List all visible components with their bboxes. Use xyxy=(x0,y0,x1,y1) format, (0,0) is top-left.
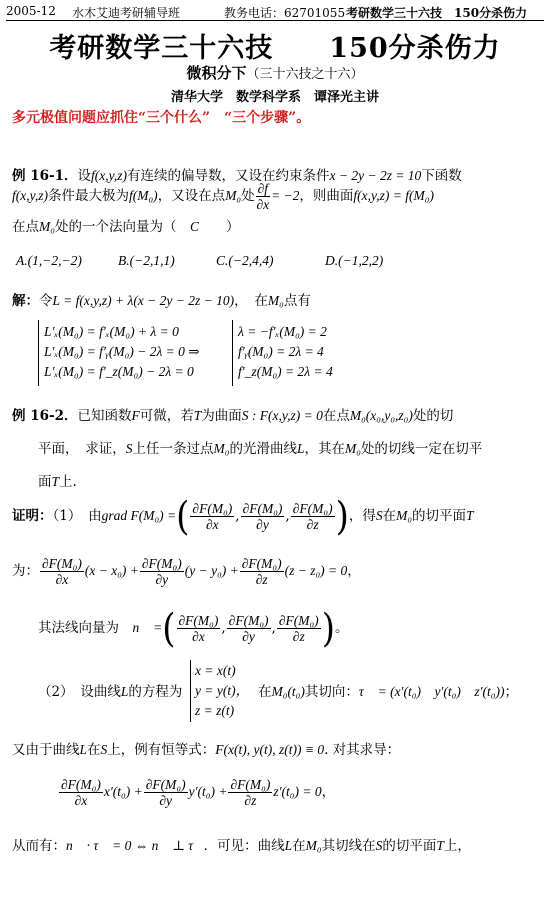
equation: y = y(t)， xyxy=(195,683,250,698)
header-date: 2005-12 xyxy=(6,4,56,18)
denominator: ∂z xyxy=(255,572,268,587)
frac-dFdy xyxy=(144,777,188,808)
text: ） xyxy=(225,219,240,235)
math: M₀ xyxy=(344,441,361,456)
text: 上任一条过点 xyxy=(132,441,214,457)
math: x′(t₀) + xyxy=(103,784,143,799)
paren-open: ( xyxy=(162,605,176,652)
paren-close: ) xyxy=(335,493,349,540)
math: M₀(x₀,y₀,z₀) xyxy=(349,408,413,423)
text: 在 xyxy=(87,742,101,758)
math: L xyxy=(296,441,305,456)
denominator: ∂x xyxy=(74,793,88,808)
answer-letter: C xyxy=(189,219,199,234)
math: f(M₀) xyxy=(129,188,158,203)
ex2-line2 xyxy=(38,437,482,457)
proof-label: 证明： xyxy=(12,508,53,524)
header-phone: 教务电话：62701055 xyxy=(224,6,346,20)
equation: L′ₓ(M₀) = f′_z(M₀) − 2λ = 0 xyxy=(44,364,194,379)
numerator: ∂F(M₀) xyxy=(292,501,333,516)
text: ， 在 xyxy=(234,293,268,309)
header-org: 水木艾迪考研辅导班 xyxy=(72,6,181,20)
text: 在 xyxy=(382,508,397,524)
math: = −2 xyxy=(271,188,300,203)
numerator: ∂F(M₀) xyxy=(178,613,219,628)
frac-dFdy xyxy=(140,556,184,587)
numerator: ∂F(M₀) xyxy=(192,501,233,516)
paren-close: ) xyxy=(321,605,335,652)
text: 从而有： xyxy=(12,838,66,854)
curve-system xyxy=(195,661,249,721)
denominator: ∂y xyxy=(256,517,269,532)
subtitle-paren: （三十六技之十六） xyxy=(246,67,364,82)
sol1-brace-right xyxy=(232,320,233,386)
math: M₀ xyxy=(225,188,242,203)
text: （1） 由 xyxy=(52,508,102,524)
frac-dFdy xyxy=(227,613,271,644)
sol1-system-right xyxy=(238,322,333,382)
text: ， xyxy=(321,784,336,800)
text: 下函数 xyxy=(421,168,462,184)
math: S xyxy=(100,742,108,757)
text: 为曲面 xyxy=(201,408,242,424)
paren-open: ( xyxy=(176,493,190,540)
proof-line6 xyxy=(58,770,335,814)
text: ， xyxy=(347,563,361,579)
text: 处的一个法向量为（ xyxy=(54,219,177,235)
curve-brace xyxy=(190,660,191,722)
math: M₀ xyxy=(396,508,413,523)
math: T xyxy=(51,474,60,489)
math: M₀ xyxy=(305,838,322,853)
text: 其切向： xyxy=(304,684,359,700)
math: T xyxy=(436,838,444,853)
math: L xyxy=(120,684,129,699)
denominator: ∂y xyxy=(155,572,169,587)
text: ； xyxy=(504,684,518,700)
text: 上， xyxy=(443,838,471,854)
math: S : F(x,y,z) = 0 xyxy=(241,408,323,423)
denominator: ∂z xyxy=(292,629,305,644)
author-line: 清华大学 数学科学系 谭泽光主讲 xyxy=(170,90,379,105)
text: . 对其求导： xyxy=(324,742,401,758)
numerator: ∂F(M₀) xyxy=(141,556,182,571)
text: 设 xyxy=(77,168,91,184)
header-rule xyxy=(6,20,544,21)
proof-line4-tangent xyxy=(258,680,518,700)
text: 处的切 xyxy=(412,408,454,424)
text: 其法线向量为 xyxy=(38,620,119,636)
math: n⃗ = xyxy=(132,620,163,635)
text: 上. xyxy=(59,474,77,490)
denominator: ∂x xyxy=(256,197,270,212)
text: ，则曲面 xyxy=(299,188,354,204)
math: (z − z₀) = 0 xyxy=(284,563,348,578)
equation: λ = −f′ₓ(M₀) = 2 xyxy=(238,324,327,339)
text: 处 xyxy=(241,188,255,204)
ex1-label: 例 16-1． xyxy=(12,168,78,184)
frac-dFdx xyxy=(40,556,84,587)
ex1-option-d: D.(−1,2,2) xyxy=(325,253,384,268)
math: S xyxy=(375,838,383,853)
numerator: ∂f xyxy=(257,181,269,196)
frac-dFdx xyxy=(59,777,103,808)
partial-f-x xyxy=(256,181,270,212)
page-header xyxy=(6,2,544,20)
math: x − 2y − 2z = 10 xyxy=(329,168,422,183)
frac-dFdz xyxy=(240,556,284,587)
math: F xyxy=(131,408,140,423)
frac-dFdx xyxy=(177,613,221,644)
denominator: ∂y xyxy=(159,793,172,808)
denominator: ∂x xyxy=(55,572,69,587)
math: n⃗ · τ⃗ = 0 ⇔ n⃗ ⊥ τ⃗ xyxy=(66,838,204,853)
text: 的光滑曲线 xyxy=(229,441,297,457)
numerator: ∂F(M₀) xyxy=(278,613,319,628)
math: S xyxy=(125,441,133,456)
math: F(x(t), y(t), z(t)) ≡ 0 xyxy=(215,742,325,757)
denominator: ∂z xyxy=(306,517,319,532)
equation: z = z(t) xyxy=(195,703,235,718)
math: grad F(M₀) = xyxy=(101,508,177,523)
math: M₀ xyxy=(39,219,55,234)
ex2-line1 xyxy=(12,404,453,424)
math: S xyxy=(375,508,383,523)
proof-line7 xyxy=(12,834,471,854)
proof-line5 xyxy=(12,738,400,758)
math: T xyxy=(466,508,474,523)
math: M₀(t₀) xyxy=(271,684,305,699)
text: 又由于曲线 xyxy=(12,742,80,758)
equation: x = x(t) xyxy=(195,663,236,678)
denominator: ∂x xyxy=(206,517,219,532)
math: L xyxy=(284,838,293,853)
header-series: 考研数学三十六技 150分杀伤力 xyxy=(346,6,528,20)
text: 。 xyxy=(334,620,349,636)
equation: f′_z(M₀) = 2λ = 4 xyxy=(238,364,333,379)
ex2-line3 xyxy=(38,470,77,490)
text: （2） 设曲线 xyxy=(38,684,121,700)
text: 处的切线一定在切平 xyxy=(360,441,483,457)
frac-dFdz xyxy=(277,613,321,644)
equation: L′ₓ(M₀) = f′ₓ(M₀) + λ = 0 xyxy=(44,324,179,339)
math: f(x,y,z) = f(M₀) xyxy=(353,188,434,203)
sol1-system-left xyxy=(44,322,200,382)
text: 点有 xyxy=(283,293,311,309)
math: f(x,y,z) xyxy=(90,168,127,183)
math: M₀ xyxy=(213,441,230,456)
text: ，其在 xyxy=(304,441,345,457)
text: 可微，若 xyxy=(139,408,194,424)
math: L = f(x,y,z) + λ(x − 2y − 2z − 10) xyxy=(52,293,235,308)
denominator: ∂x xyxy=(192,629,205,644)
math: T xyxy=(193,408,202,423)
frac-dFdz xyxy=(291,501,335,532)
ex1-option-b: B.(−2,1,1) xyxy=(118,253,175,268)
sol1-label: 解： xyxy=(12,293,39,309)
frac-dFdx xyxy=(190,501,234,532)
proof-line4 xyxy=(38,680,182,700)
text: 令 xyxy=(39,293,53,309)
text: 有连续的偏导数，又设在约束条件 xyxy=(126,168,330,184)
text: 的方程为 xyxy=(128,684,183,700)
text: 其切线在 xyxy=(321,838,376,854)
equation: L′ₓ(M₀) = f′ᵧ(M₀) − 2λ = 0 ⇒ xyxy=(44,344,200,359)
text: 上，例有恒等式： xyxy=(107,742,216,758)
text: 为： xyxy=(12,563,39,579)
text: 已知函数 xyxy=(77,408,132,424)
math: (y − y₀) + xyxy=(184,563,239,578)
text: ，得 xyxy=(348,508,376,524)
sol1-brace-left xyxy=(38,320,39,386)
denominator: ∂z xyxy=(244,793,257,808)
text: 在 xyxy=(292,838,306,854)
numerator: ∂F(M₀) xyxy=(242,501,283,516)
proof-line2 xyxy=(12,549,361,593)
text: 面 xyxy=(38,474,52,490)
ex2-label: 例 16-2． xyxy=(12,408,78,424)
sol1-intro xyxy=(12,289,311,309)
text: ，又设在点 xyxy=(157,188,226,204)
numerator: ∂F(M₀) xyxy=(61,777,101,792)
denominator: ∂y xyxy=(242,629,255,644)
page-title: 考研数学三十六技 150分杀伤力 xyxy=(49,33,501,64)
numerator: ∂F(M₀) xyxy=(228,613,269,628)
numerator: ∂F(M₀) xyxy=(145,777,186,792)
text: 的切平面 xyxy=(382,838,437,854)
text: ．可见：曲线 xyxy=(203,838,285,854)
text: 在点 xyxy=(12,219,39,235)
highlight-note: 多元极值问题应抓住“三个什么” “三个步骤”。 xyxy=(12,110,311,126)
frac-dFdy xyxy=(241,501,285,532)
math: τ⃗ = (x′(t₀) y′(t₀) z′(t₀)) xyxy=(358,684,505,699)
text: 的切平面 xyxy=(412,508,467,524)
page-subtitle xyxy=(0,62,550,83)
ex1-option-c: C.(−2,4,4) xyxy=(216,253,274,268)
text: 条件最大极为 xyxy=(48,188,129,204)
text: 在点 xyxy=(322,408,350,424)
text: 平面， 求证， xyxy=(38,441,126,457)
proof-line3: 其法线向量为 n⃗ =( $\frac{\text{∂F(M₀)}}{\partial x}$ , $\frac{\text{∂F(M₀)}}{\partial y}$ , $\frac{\text{∂F(M₀)}}{\partial z}$ )。 xyxy=(38,605,349,652)
numerator: ∂F(M₀) xyxy=(42,556,82,571)
math: y′(t₀) + xyxy=(188,784,228,799)
ex1-line2 xyxy=(12,174,434,218)
proof-line1: 证明：（1） 由grad F(M₀) =( $\frac{\text{∂F(M₀)}}{\partial x}$ , $\frac{\text{∂F(M₀)}}{\partial y}$ , $\frac{\text{∂F(M₀)}}{\partial z}$ )，得S在M₀的切平面T xyxy=(12,493,474,540)
ex1-option-a: A.(1,−2,−2) xyxy=(16,253,82,268)
text: 在 xyxy=(258,684,272,700)
ex1-line3 xyxy=(12,215,239,235)
equation: f′ᵧ(M₀) = 2λ = 4 xyxy=(238,344,324,359)
math: L xyxy=(79,742,88,757)
math: (x − x₀) + xyxy=(84,563,139,578)
math: z′(t₀) = 0 xyxy=(273,784,322,799)
frac-dFdz xyxy=(228,777,272,808)
math: M₀ xyxy=(267,293,284,308)
math: f(x,y,z) xyxy=(12,188,48,203)
numerator: ∂F(M₀) xyxy=(230,777,271,792)
subtitle-main: 微积分下 xyxy=(186,64,247,82)
numerator: ∂F(M₀) xyxy=(241,556,282,571)
